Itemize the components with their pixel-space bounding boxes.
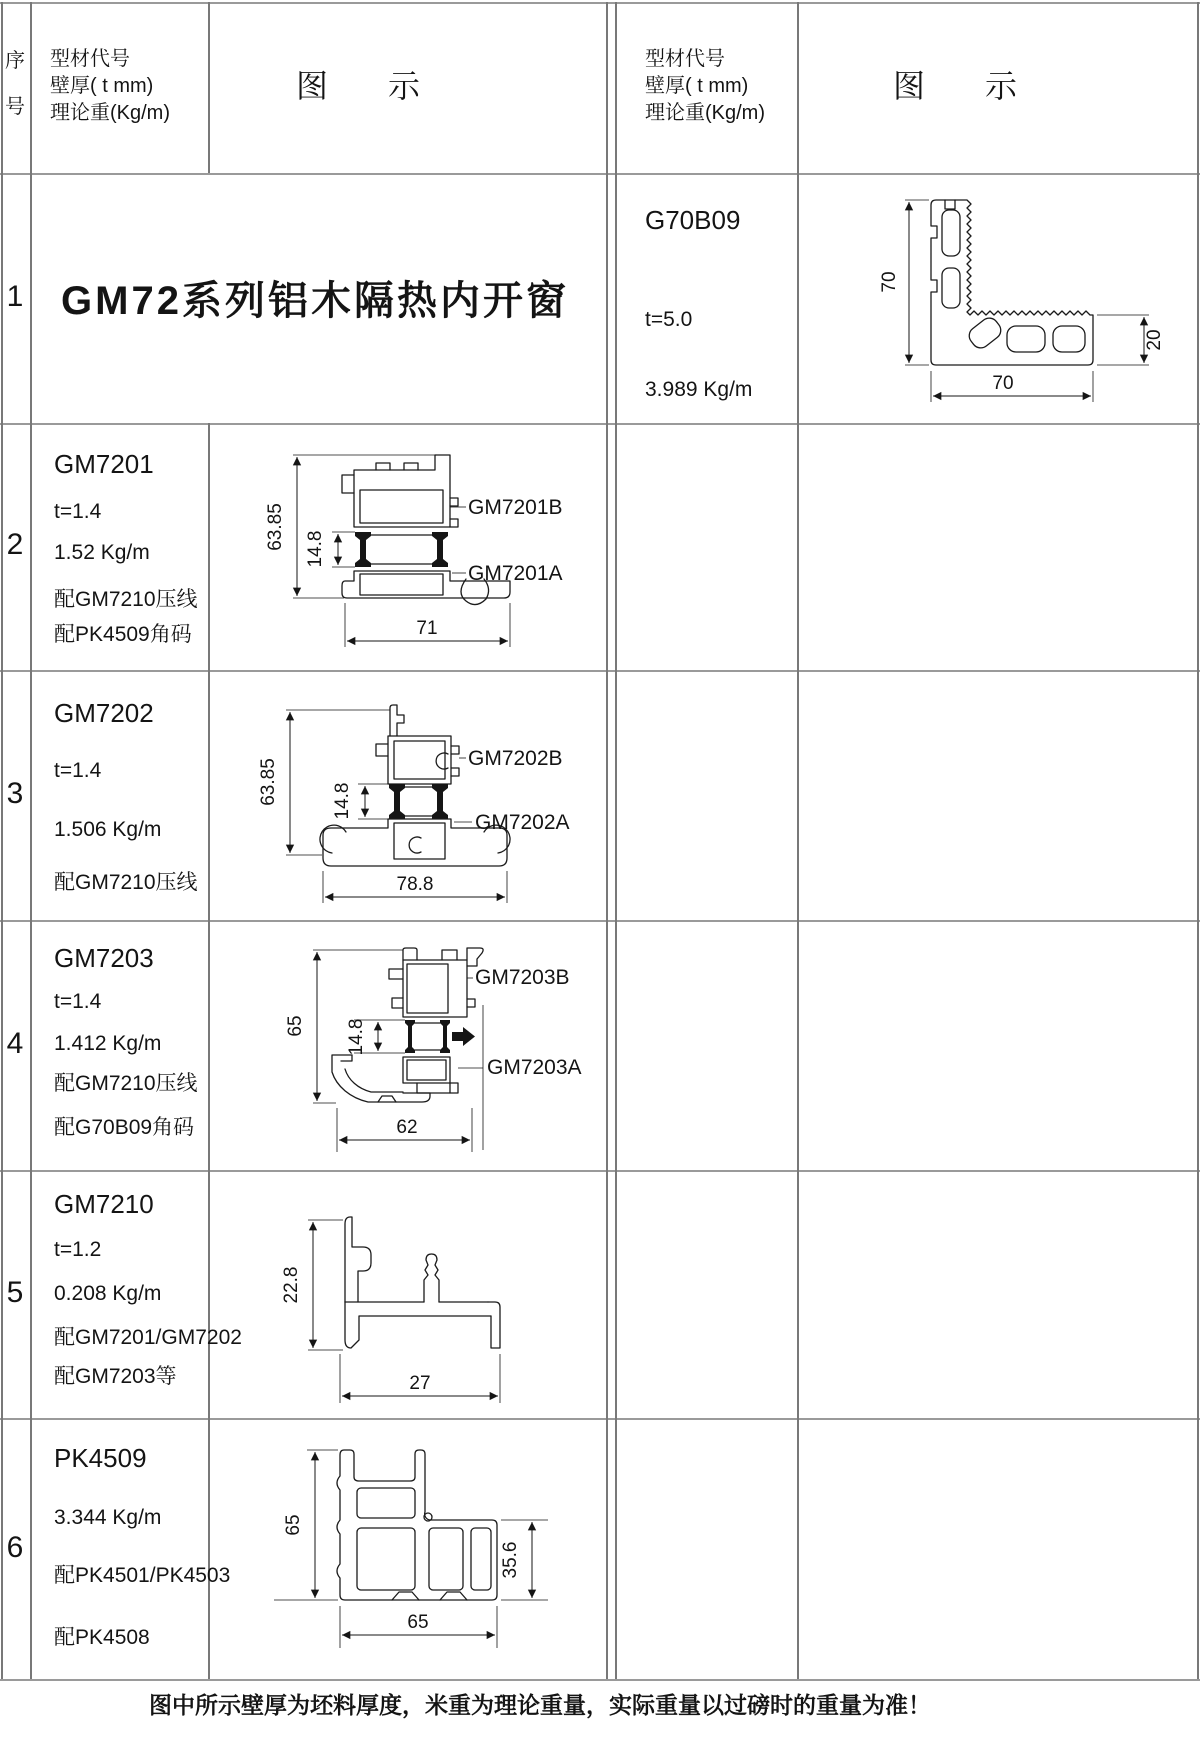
gm7201-acc1: 配GM7210压线 (54, 588, 198, 611)
gm7203-weight: 1.412 Kg/m (54, 1032, 162, 1055)
row4-bottom-line (0, 1170, 1200, 1172)
row5-bottom-line (0, 1418, 1200, 1420)
header-info-line1: 型材代号 (50, 48, 130, 70)
header-diagram-label-left: 图 示 (296, 68, 435, 104)
gm7210-acc1: 配GM7201/GM7202 (54, 1326, 242, 1349)
half-divider-line-1 (606, 2, 608, 1679)
gm7202-acc1: 配GM7210压线 (54, 871, 198, 894)
gm7210-code: GM7210 (54, 1189, 154, 1219)
gm7201-diagram (208, 423, 600, 670)
gm7203b-label: GM7203B (475, 966, 570, 989)
row4-serial: 4 (6, 1027, 24, 1060)
g70b09-weight: 3.989 Kg/m (645, 378, 753, 401)
gm7201-dim-inner: 14.8 (305, 530, 326, 568)
row2-serial: 2 (6, 528, 24, 561)
gm7201-code: GM7201 (54, 449, 154, 479)
header-diagram-label-right: 图 示 (893, 68, 1032, 104)
gm7202a-label: GM7202A (475, 811, 570, 834)
gm7202-dim-inner: 14.8 (332, 782, 353, 820)
header-info-line3: 理论重(Kg/m) (50, 102, 170, 124)
row1-bottom-line (0, 423, 1200, 425)
gm7201-thickness: t=1.4 (54, 500, 102, 523)
gm7203-acc2: 配G70B09角码 (54, 1116, 195, 1139)
footer-note: 图中所示壁厚为坯料厚度，米重为理论重量，实际重量以过磅时的重量为准！ (149, 1692, 931, 1718)
g70b09-dim-height: 70 (879, 271, 900, 293)
gm7203a-label: GM7203A (487, 1056, 582, 1079)
g70b09-diagram (797, 174, 1200, 423)
gm7210-dim-width: 27 (409, 1373, 431, 1394)
gm7203-dim-width: 62 (396, 1117, 418, 1138)
info-diagram-line-header (208, 2, 210, 173)
gm7202-weight: 1.506 Kg/m (54, 818, 162, 841)
table-border-bottom (0, 1679, 1200, 1681)
gm7202-dim-height: 63.85 (258, 758, 279, 806)
gm7201-acc2: 配PK4509角码 (54, 623, 192, 646)
row6-serial: 6 (6, 1531, 24, 1564)
table-border-left (1, 2, 3, 1679)
row3-bottom-line (0, 920, 1200, 922)
pk4509-dim-side: 35.6 (500, 1541, 521, 1579)
pk4509-diagram (208, 1418, 600, 1680)
pk4509-code: PK4509 (54, 1443, 147, 1473)
gm7201a-label: GM7201A (468, 562, 563, 585)
gm7203-thickness: t=1.4 (54, 990, 102, 1013)
pk4509-acc2: 配PK4508 (54, 1626, 150, 1649)
series-title: GM72系列铝木隔热内开窗 (61, 279, 569, 323)
gm7203-dim-height: 65 (285, 1015, 306, 1037)
gm7210-diagram (208, 1170, 600, 1418)
gm7201-dim-width: 71 (416, 618, 438, 639)
row5-serial: 5 (6, 1276, 24, 1309)
gm7210-dim-height: 22.8 (281, 1266, 302, 1304)
row3-serial: 3 (6, 777, 24, 810)
header-right-info-line1: 型材代号 (645, 48, 725, 70)
g70b09-thickness: t=5.0 (645, 308, 693, 331)
pk4509-weight: 3.344 Kg/m (54, 1506, 162, 1529)
g70b09-dim-end: 20 (1144, 329, 1165, 351)
half-divider-line-2 (615, 2, 617, 1679)
row1-serial: 1 (6, 280, 24, 313)
table-border-top (0, 2, 1200, 4)
gm7210-thickness: t=1.2 (54, 1238, 102, 1261)
gm7202-diagram (208, 670, 600, 920)
header-right-info-line2: 壁厚( t mm) (645, 75, 749, 97)
gm7210-weight: 0.208 Kg/m (54, 1282, 162, 1305)
gm7201-dim-height: 63.85 (265, 503, 286, 551)
gm7201b-label: GM7201B (468, 496, 563, 519)
gm7203-diagram (208, 920, 600, 1170)
header-serial-bottom: 号 (5, 96, 25, 118)
header-serial-top: 序 (5, 50, 25, 72)
g70b09-code: G70B09 (645, 205, 741, 235)
gm7203-dim-inner: 14.8 (346, 1018, 367, 1056)
header-right-info-line3: 理论重(Kg/m) (645, 102, 765, 124)
serial-col-line (30, 2, 32, 1679)
gm7202-thickness: t=1.4 (54, 759, 102, 782)
gm7202-code: GM7202 (54, 698, 154, 728)
gm7203-code: GM7203 (54, 943, 154, 973)
header-info-line2: 壁厚( t mm) (50, 75, 154, 97)
pk4509-acc1: 配PK4501/PK4503 (54, 1564, 231, 1587)
pk4509-dim-width: 65 (407, 1612, 429, 1633)
gm7201-weight: 1.52 Kg/m (54, 541, 150, 564)
pk4509-dim-height: 65 (283, 1514, 304, 1536)
gm7203-acc1: 配GM7210压线 (54, 1072, 198, 1095)
row2-bottom-line (0, 670, 1200, 672)
g70b09-dim-width: 70 (992, 373, 1014, 394)
gm7202-dim-width: 78.8 (396, 874, 434, 895)
gm7210-acc2: 配GM7203等 (54, 1365, 177, 1388)
gm7202b-label: GM7202B (468, 747, 563, 770)
